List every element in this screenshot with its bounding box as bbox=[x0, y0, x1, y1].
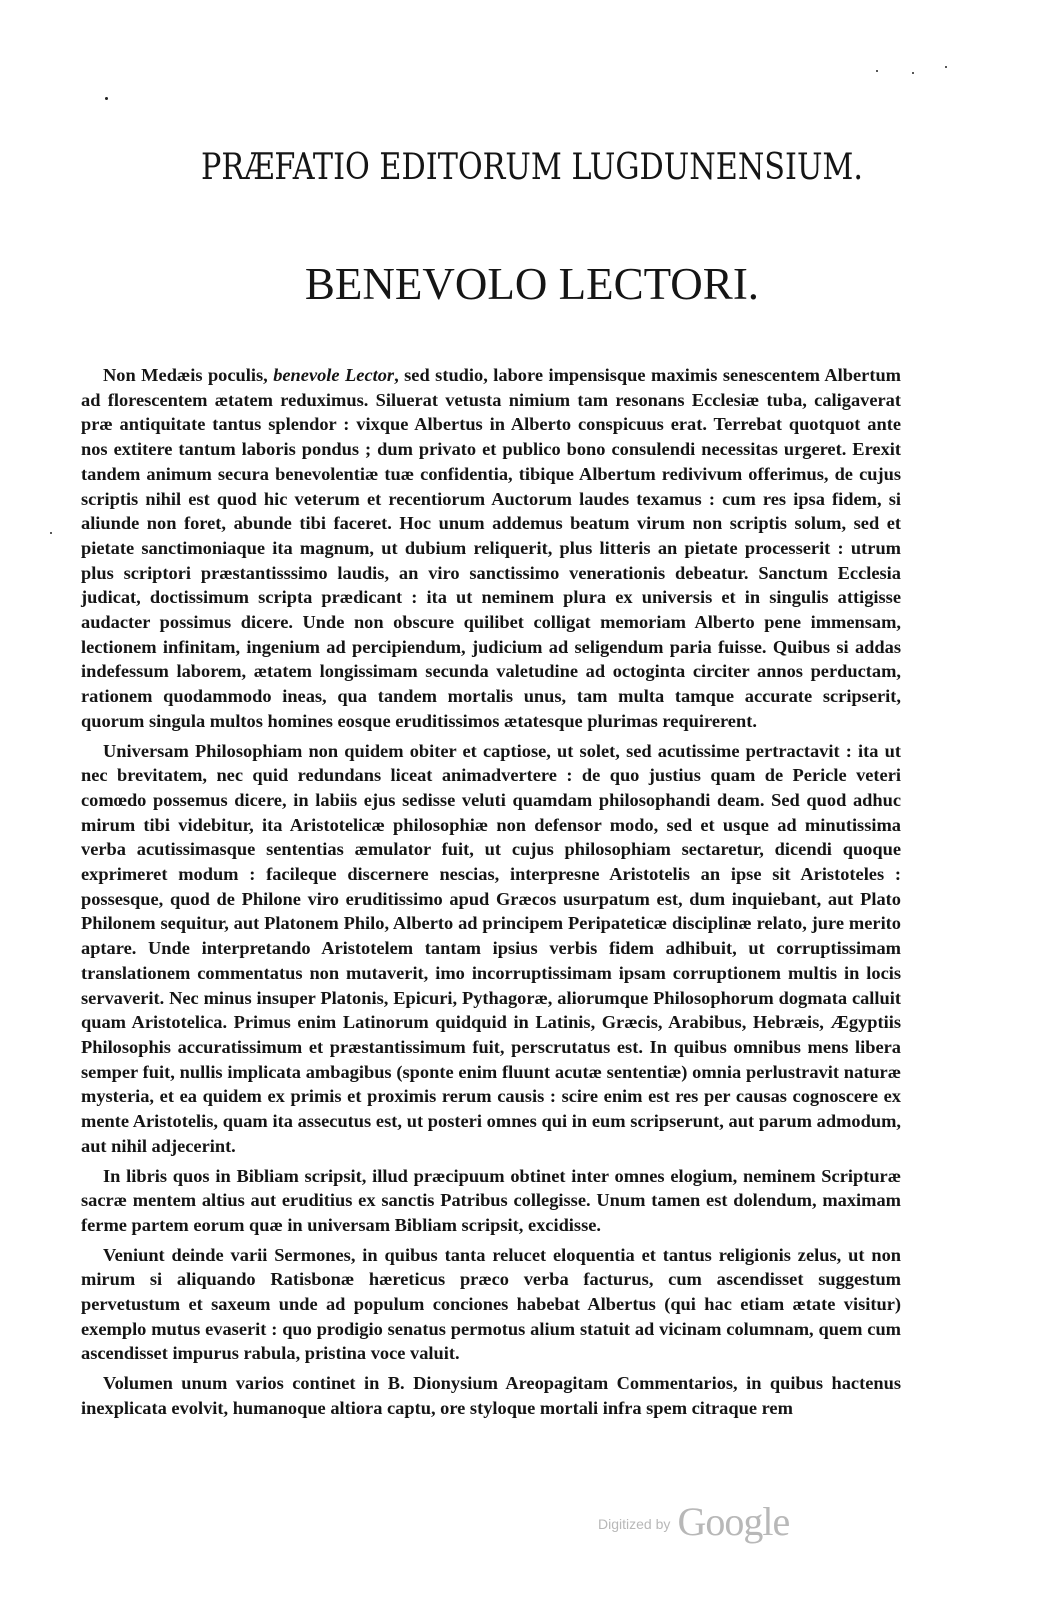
paragraph-text: In libris quos in Bibliam scripsit, illud præcipuum obtinet inter omnes elogium, neminem Scripturæ sacræ mentem altius aut eruditius ex sanctis Patribus collegisse. Unum tamen est dolendum, maximam ferme partem eorum quæ in universam Bibliam scripsit, excidisse. bbox=[81, 1165, 901, 1235]
ink-speck bbox=[945, 66, 947, 68]
digitized-watermark bbox=[598, 1498, 789, 1545]
paragraph-text: Universam Philosophiam non quidem obiter et captiose, ut solet, sed acutissime pertractavit : ita ut nec brevitatem, nec quid redundans liceat animadvertere : de quo justius quam de Pericle veteri comœdo possemus dicere, in labiis ejus sedisse veluti quamdam philosophandi deam. Sed quod adhuc mirum tibi videbitur, ita Aristotelicæ philosophiæ non defensor modo, sed et usque ad minutissima verba acutissimasque sententias æmulator fuit, ut cujus philosophiam sectaretur, dicendi quoque exprimeret modum : facileque discernere nescias, interpresne Aristotelis an ipse sit Aristoteles : possesque, quod de Philone viro eruditissimo apud Græcos usurpatum est, dum inquiebant, aut Plato Philonem sequitur, aut Platonem Philo, Alberto ad principem Peripateticæ disciplinæ relato, jure merito aptare. Unde interpretando Aristotelem tantam ipsius verbis fidem adhibuit, ut corruptissimam translationem commentatus non mutaverit, imo incorruptissimam ipsam corruptionem multis in locis servaverit. Nec minus insuper Platonis, Epicuri, Pythagoræ, aliorumque Philosophorum dogmata calluit quam Aristotelica. Primus enim Latinorum quidquid in Latinis, Græcis, Arabibus, Hebræis, Ægyptiis Philosophis accuratissimum et præstantissimum fuit, perscrutatus est. In quibus omnibus mens libera semper fuit, nullis implicata ambagibus (sponte enim fluunt acutæ sententiæ) omnia perlustravit naturæ mysteria, et ea quidem ex primis et proximis rerum causis : scire enim est res per causas cognoscere ex mente Aristotelis, quam ita assecutus est, ut posteri omnes qui in eum scripserunt, aut parum admodum, aut nihil adjecerint. bbox=[81, 740, 901, 1156]
paragraph-4 bbox=[81, 1243, 901, 1367]
body-text bbox=[81, 363, 901, 1426]
ink-speck bbox=[876, 70, 878, 72]
ink-speck bbox=[105, 97, 108, 100]
page-subtitle: BENEVOLO LECTORI. bbox=[304, 259, 760, 309]
watermark-caption: Digitized by bbox=[598, 1516, 671, 1532]
paragraph-1 bbox=[81, 363, 901, 734]
google-logo: Google bbox=[677, 1499, 790, 1544]
paragraph-text: Veniunt deinde varii Sermones, in quibus tanta relucet eloquentia et tantus religionis zelus, ut non mirum si aliquando Ratisbonæ hæreticus præco verba facturus, cum ascendisset suggestum pervetustum et saxeum unde ad populum conciones habebat Albertus (qui hac etiam ætate visitur) exemplo mutus evaserit : quo prodigio senatus permotus alium statuit ad vicinam columnam, quem cum ascendisset impurus rabula, pristina voce valuit. bbox=[81, 1244, 901, 1364]
paragraph-2 bbox=[81, 739, 901, 1159]
paragraph-text: Volumen unum varios continet in B. Dionysium Areopagitam Commentarios, in quibus hactenus inexplicata evolvit, humanoque altiora captu, ore styloque mortali infra spem citraque rem bbox=[81, 1373, 901, 1418]
paragraph-text: , sed studio, labore impensisque maximis senescentem Albertum ad florescentem ætatem reduximus. Siluerat vetusta nimium tam resonans Ecclesiæ tuba, caligaverat præ antiquitate tantus splendor : vixque Albertus in Alberto conspicuus erat. Terrebat quotquot ante nos extitere tantum laboris pondus ; dum privato et publico bono consulendi necessitas urgeret. Erexit tandem animum secura benevolentiæ tuæ confidentia, tibique Albertum redivivum offerimus, de cujus scriptis nihil est quod hic veterum et recentiorum Auctorum laudes texamus : cum res ipsa fidem, si aliunde non foret, abunde tibi faceret. Hoc unum addemus beatum virum non scriptis solum, sed et pietate sanctimoniaque ita magnum, ut dubium reliquerit, plus litteris an pietate processerit : utrum plus scriptori præstantisssimo laudis, an viro sanctissimo venerationis debeatur. Sanctum Ecclesia judicat, doctissimum scripta prædicant : ita ut neminem plura ex universis et in singulis attigisse audacter possimus dicere. Unde non obscure quilibet colligat memoriam Alberto pene immensam, lectionem infinitam, ingenium ad percipiendum, judicium ad seligendum paria fuisse. Quibus si addas indefessum laborem, ætatem longissimam secunda valetudine ad octoginta circiter annos perductam, rationem quodammodo ineas, qua tandem mortalis unus, tam multa tamque accurate scripserit, quorum singula multos homines eosque eruditissimos ætatesque plurimas requirerent. bbox=[81, 365, 901, 731]
paragraph-text: Non Medæis poculis, bbox=[103, 365, 274, 385]
ink-speck bbox=[912, 72, 914, 74]
page-title: PRÆFATIO EDITORUM LUGDUNENSIUM. bbox=[200, 147, 864, 188]
paragraph-3 bbox=[81, 1164, 901, 1238]
ink-speck bbox=[50, 532, 52, 534]
emphasis-text: benevole Lector bbox=[273, 365, 395, 385]
paragraph-5 bbox=[81, 1371, 901, 1420]
